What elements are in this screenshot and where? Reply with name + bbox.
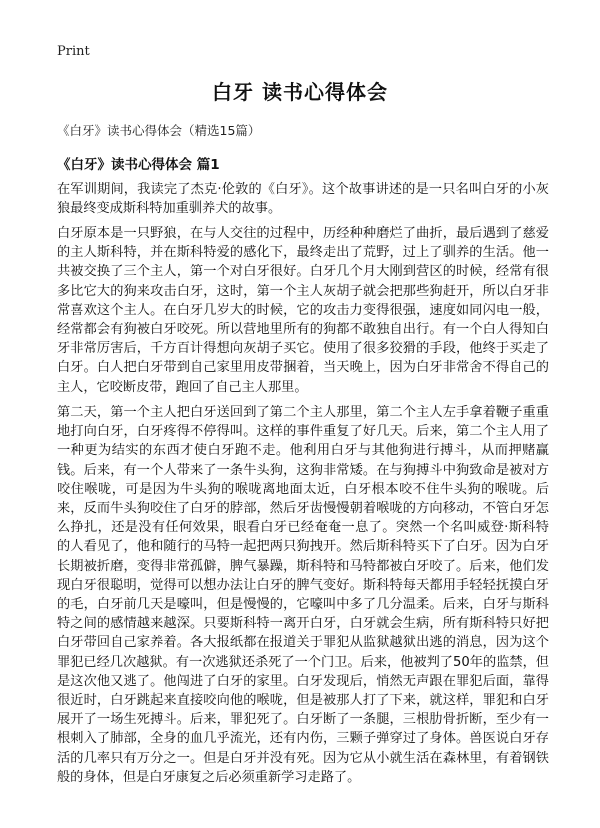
print-label: Print	[57, 44, 90, 59]
paragraph: 在军训期间，我读完了杰克·伦敦的《白牙》。这个故事讲述的是一只名叫白牙的小灰狼最终变成斯科特加重驯养犬的故事。	[57, 182, 549, 217]
paragraph: 白牙原本是一只野狼，在与人交往的过程中，历经种种磨烂了曲折，最后遇到了慈爱的主人斯科特，并在斯科特爱的感化下，最终走出了荒野，过上了驯养的生活。他一共被交换了三个主人，第一个对白牙很好。白牙几个月大刚到营区的时候，经常有很多比它大的狗来攻击白牙，这时，第一个主人灰胡子就会把那些狗赶开，所以白牙非常喜欢这个主人。在白牙几岁大的时候，它的攻击力变得很强，速度如同闪电一般，经常都会有狗被白牙咬死。所以营地里所有的狗都不敢独自出行。有一个白人得知白牙非常厉害后，千方百计得想向灰胡子买它。使用了很多狡猾的手段，他终于买走了白牙。白人把白牙带到自己家里用皮带捆着，当天晚上，因为白牙非常舍不得自己的主人，它咬断皮带，跑回了自己主人那里。	[57, 226, 549, 395]
page-title: 白牙 读书心得体会	[212, 80, 388, 104]
document-subtitle: 《白牙》读书心得体会（精选15篇）	[57, 123, 261, 138]
paragraph: 第二天，第一个主人把白牙送回到了第二个主人那里，第二个主人左手拿着鞭子重重地打向白牙，白牙疼得不停得叫。这样的事件重复了好几天。后来，第二个主人用了一种更为结实的东西才使白牙跑不走。他利用白牙与其他狗进行搏斗，从而押赌赢钱。后来，有一个人带来了一条牛头狗，这狗非常矮。在与狗搏斗中狗致命是被对方咬住喉咙，可是因为牛头狗的喉咙离地面太近，白牙根本咬不住牛头狗的喉咙。后来，反而牛头狗咬住了白牙的脖部，然后牙齿慢慢朝着喉咙的方向移动，不管白牙怎么挣扎，还是没有任何效果，眼看白牙已经奄奄一息了。突然一个名叫威登·斯科特的人看见了，他和随行的马特一起把两只狗拽开。然后斯科特买下了白牙。因为白牙长期被折磨，变得非常孤僻，脾气暴躁，斯科特和马特都被白牙咬了。后来，他们发现白牙很聪明，觉得可以想办法让白牙的脾气变好。斯科特每天都用手轻轻抚摸白牙的毛，白牙前几天是嚎叫，但是慢慢的，它嚎叫中多了几分温柔。后来，白牙与斯科特之间的感情越来越深。只要斯科特一离开白牙，白牙就会生病，所有斯科特只好把白牙带回自己家养着。各大报纸都在报道关于罪犯从监狱越狱出逃的消息，因为这个罪犯已经几次越狱。有一次逃狱还杀死了一个门卫。后来，他被判了50年的监禁，但是这次他又逃了。他闯进了白牙的家里。白牙发现后，悄然无声跟在罪犯后面，靠得很近时，白牙跳起来直接咬向他的喉咙，但是被那人打了下来，就这样，罪犯和白牙展开了一场生死搏斗。后来，罪犯死了。白牙断了一条腿，三根肋骨折断，至少有一根刺入了肺部，全身的血几乎流光，还有内伤，三颗子弹穿过了身体。兽医说白牙存活的几率只有万分之一。但是白牙并没有死。因为它从小就生活在森林里，有着钢铁般的身体，但是白牙康复之后必须重新学习走路了。	[57, 405, 549, 785]
section-title: 《白牙》读书心得体会 篇1	[57, 157, 220, 173]
